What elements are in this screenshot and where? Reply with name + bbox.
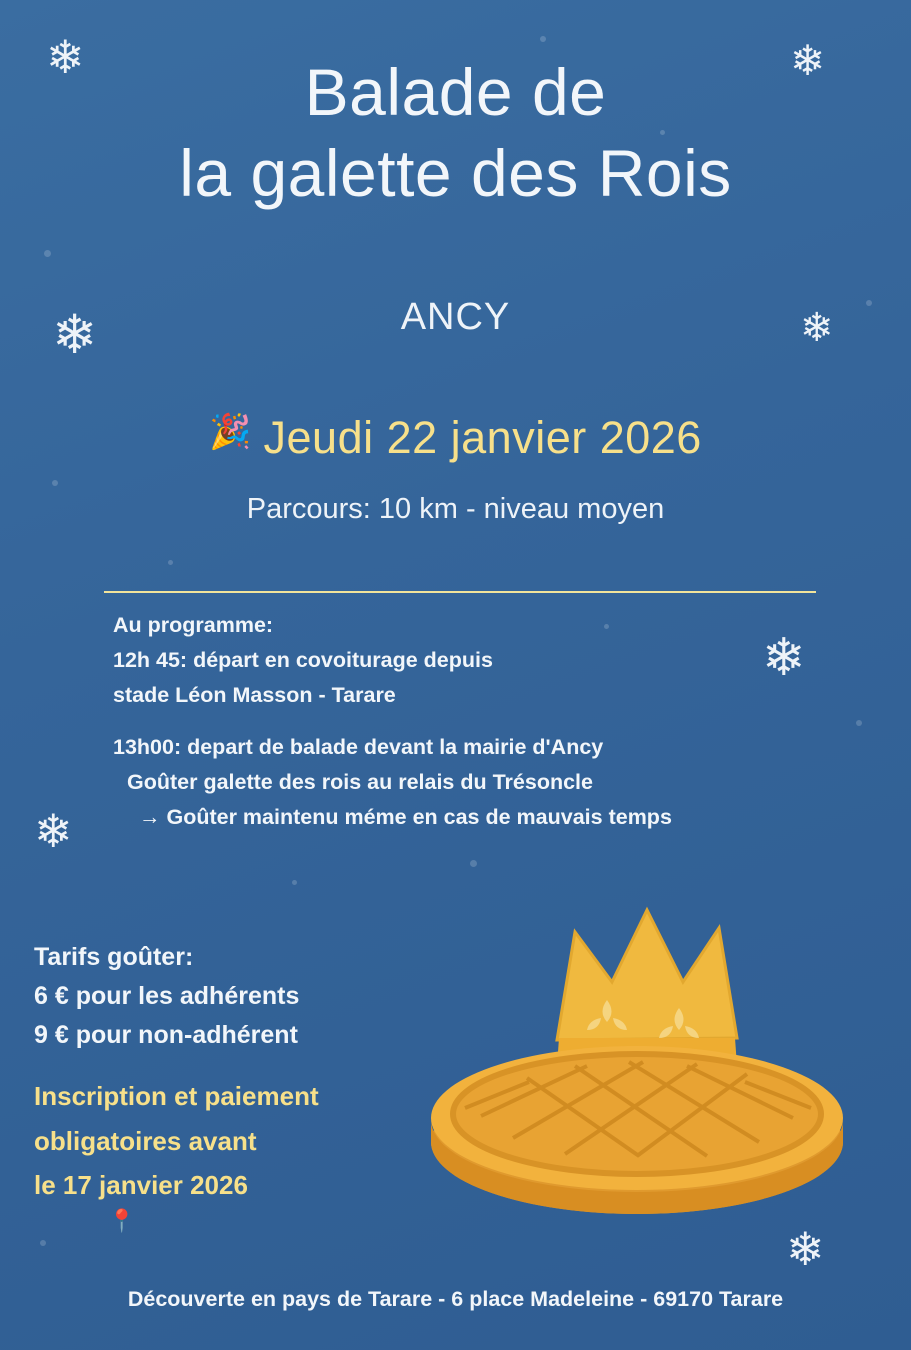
snowflake-icon: ❄	[52, 305, 98, 365]
programme-heading: Au programme:	[113, 613, 274, 637]
crown-icon	[557, 910, 737, 1066]
decorative-dot	[52, 480, 58, 486]
title-line-1: Balade de	[304, 55, 607, 129]
snowflake-icon: ❄	[46, 31, 85, 83]
programme-line-4: Goûter galette des rois au relais du Trésoncle	[127, 770, 593, 795]
divider	[104, 591, 816, 593]
prices-heading: Tarifs goûter:	[34, 943, 194, 971]
price-member: 6 € pour les adhérents	[34, 981, 300, 1010]
route-info: Parcours: 10 km - niveau moyen	[246, 493, 665, 525]
snowflake-icon: ❄	[786, 1223, 825, 1275]
programme-line-3: 13h00: depart de balade devant la mairie d'Ancy	[113, 735, 604, 760]
decorative-dot	[856, 720, 862, 726]
snowflake-icon: ❄	[800, 306, 834, 350]
registration-line-1: Inscription et paiement	[34, 1081, 319, 1111]
snowflake-icon: ❄	[762, 629, 806, 687]
snowflake-icon: ❄	[34, 805, 73, 857]
registration-deadline: le 17 janvier 2026	[34, 1170, 248, 1201]
programme-block	[113, 608, 853, 835]
party-popper-icon: 🎉	[209, 413, 252, 451]
title-line-2: la galette des Rois	[179, 135, 732, 210]
map-pin-icon: 📍	[108, 1208, 136, 1233]
snowflake-icon: ❄	[790, 37, 826, 84]
event-date-row	[0, 412, 911, 464]
registration-block	[34, 1074, 319, 1208]
prices-block	[34, 938, 299, 1054]
galette-svg	[407, 870, 877, 1230]
subtitle-location: ANCY	[400, 296, 511, 338]
galette-illustration	[407, 870, 877, 1230]
page-title	[0, 52, 911, 213]
decorative-dot	[540, 36, 546, 42]
event-date: Jeudi 22 janvier 2026	[263, 412, 702, 463]
decorative-dot	[470, 860, 477, 867]
decorative-dot	[292, 880, 297, 885]
organizer-address: Découverte en pays de Tarare - 6 place Madeleine - 69170 Tarare	[127, 1287, 784, 1311]
registration-line-2: obligatoires avant	[34, 1125, 257, 1156]
decorative-dot	[40, 1240, 46, 1246]
programme-line-5: → Goûter maintenu méme en cas de mauvais temps	[139, 805, 672, 830]
price-non-member: 9 € pour non-adhérent	[34, 1020, 298, 1049]
programme-line-1: 12h 45: départ en covoiturage depuis	[113, 647, 493, 672]
programme-line-2: stade Léon Masson - Tarare	[113, 682, 396, 707]
decorative-dot	[168, 560, 173, 565]
decorative-dot	[44, 250, 51, 257]
